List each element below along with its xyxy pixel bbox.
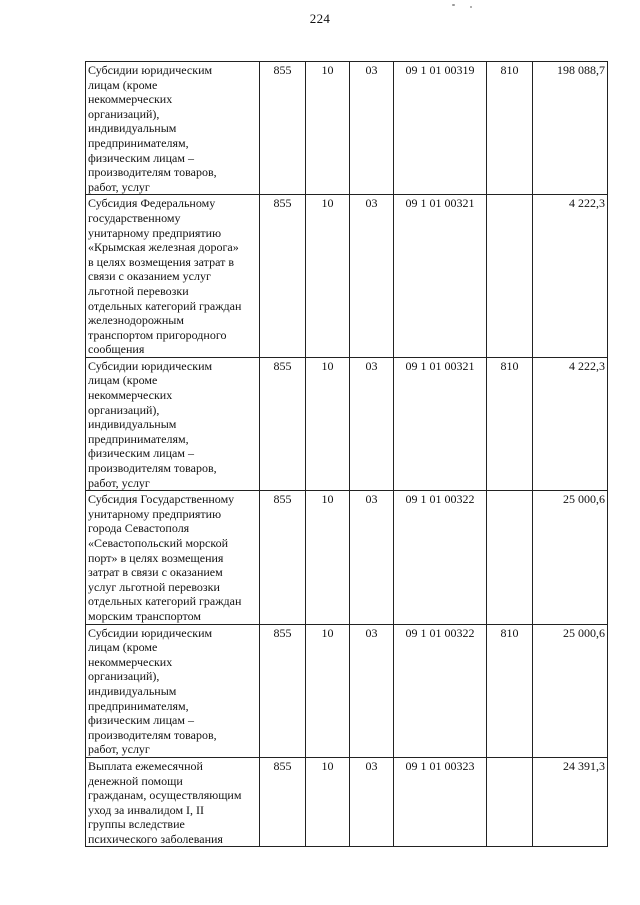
target-article-cell: 09 1 01 00321 bbox=[394, 357, 487, 490]
table-body bbox=[86, 62, 608, 847]
expense-type-cell bbox=[487, 195, 533, 358]
expense-type-cell: 810 bbox=[487, 624, 533, 757]
budget-table bbox=[85, 61, 608, 847]
scan-speck bbox=[470, 6, 472, 8]
table-row bbox=[86, 491, 608, 624]
ministry-code-cell: 855 bbox=[260, 757, 306, 847]
table-row bbox=[86, 195, 608, 358]
expense-type-cell: 810 bbox=[487, 357, 533, 490]
expense-name-cell: Субсидии юридическим лицам (кроме некоммерческих организаций), индивидуальным предпринимателям, физическим лицам – производителям товаров, работ, услуг bbox=[86, 357, 260, 490]
subsection-code-cell: 03 bbox=[350, 195, 394, 358]
page-number: 224 bbox=[309, 11, 331, 26]
section-code-cell: 10 bbox=[306, 357, 350, 490]
section-code-cell: 10 bbox=[306, 62, 350, 195]
expense-name-cell: Субсидия Федеральному государственному унитарному предприятию «Крымская железная дорога» в целях возмещения затрат в связи с оказанием услуг льготной перевозки отдельных категорий граждан железнодорожным транспортом пригородного сообщения bbox=[86, 195, 260, 358]
amount-cell: 4 222,3 bbox=[533, 195, 608, 358]
expense-type-cell bbox=[487, 757, 533, 847]
amount-cell: 25 000,6 bbox=[533, 624, 608, 757]
subsection-code-cell: 03 bbox=[350, 357, 394, 490]
target-article-cell: 09 1 01 00322 bbox=[394, 491, 487, 624]
expense-name-cell: Субсидии юридическим лицам (кроме некоммерческих организаций), индивидуальным предпринимателям, физическим лицам – производителям товаров, работ, услуг bbox=[86, 624, 260, 757]
table-row bbox=[86, 757, 608, 847]
subsection-code-cell: 03 bbox=[350, 757, 394, 847]
ministry-code-cell: 855 bbox=[260, 624, 306, 757]
target-article-cell: 09 1 01 00321 bbox=[394, 195, 487, 358]
amount-cell: 4 222,3 bbox=[533, 357, 608, 490]
section-code-cell: 10 bbox=[306, 195, 350, 358]
subsection-code-cell: 03 bbox=[350, 624, 394, 757]
ministry-code-cell: 855 bbox=[260, 357, 306, 490]
table-row bbox=[86, 357, 608, 490]
table-row bbox=[86, 62, 608, 195]
ministry-code-cell: 855 bbox=[260, 491, 306, 624]
expense-name-cell: Субсидии юридическим лицам (кроме некоммерческих организаций), индивидуальным предпринимателям, физическим лицам – производителям товаров, работ, услуг bbox=[86, 62, 260, 195]
target-article-cell: 09 1 01 00319 bbox=[394, 62, 487, 195]
expense-type-cell bbox=[487, 491, 533, 624]
section-code-cell: 10 bbox=[306, 491, 350, 624]
amount-cell: 25 000,6 bbox=[533, 491, 608, 624]
expense-name-cell: Выплата ежемесячной денежной помощи гражданам, осуществляющим уход за инвалидом I, II группы вследствие психического заболевания bbox=[86, 757, 260, 847]
target-article-cell: 09 1 01 00322 bbox=[394, 624, 487, 757]
subsection-code-cell: 03 bbox=[350, 62, 394, 195]
target-article-cell: 09 1 01 00323 bbox=[394, 757, 487, 847]
ministry-code-cell: 855 bbox=[260, 195, 306, 358]
section-code-cell: 10 bbox=[306, 757, 350, 847]
scan-speck bbox=[452, 4, 455, 6]
expense-name-cell: Субсидия Государственному унитарному предприятию города Севастополя «Севастопольский морской порт» в целях возмещения затрат в связи с оказанием услуг льготной перевозки отдельных категорий граждан морским транспортом bbox=[86, 491, 260, 624]
amount-cell: 24 391,3 bbox=[533, 757, 608, 847]
expense-type-cell: 810 bbox=[487, 62, 533, 195]
table-row bbox=[86, 624, 608, 757]
section-code-cell: 10 bbox=[306, 624, 350, 757]
ministry-code-cell: 855 bbox=[260, 62, 306, 195]
amount-cell: 198 088,7 bbox=[533, 62, 608, 195]
subsection-code-cell: 03 bbox=[350, 491, 394, 624]
